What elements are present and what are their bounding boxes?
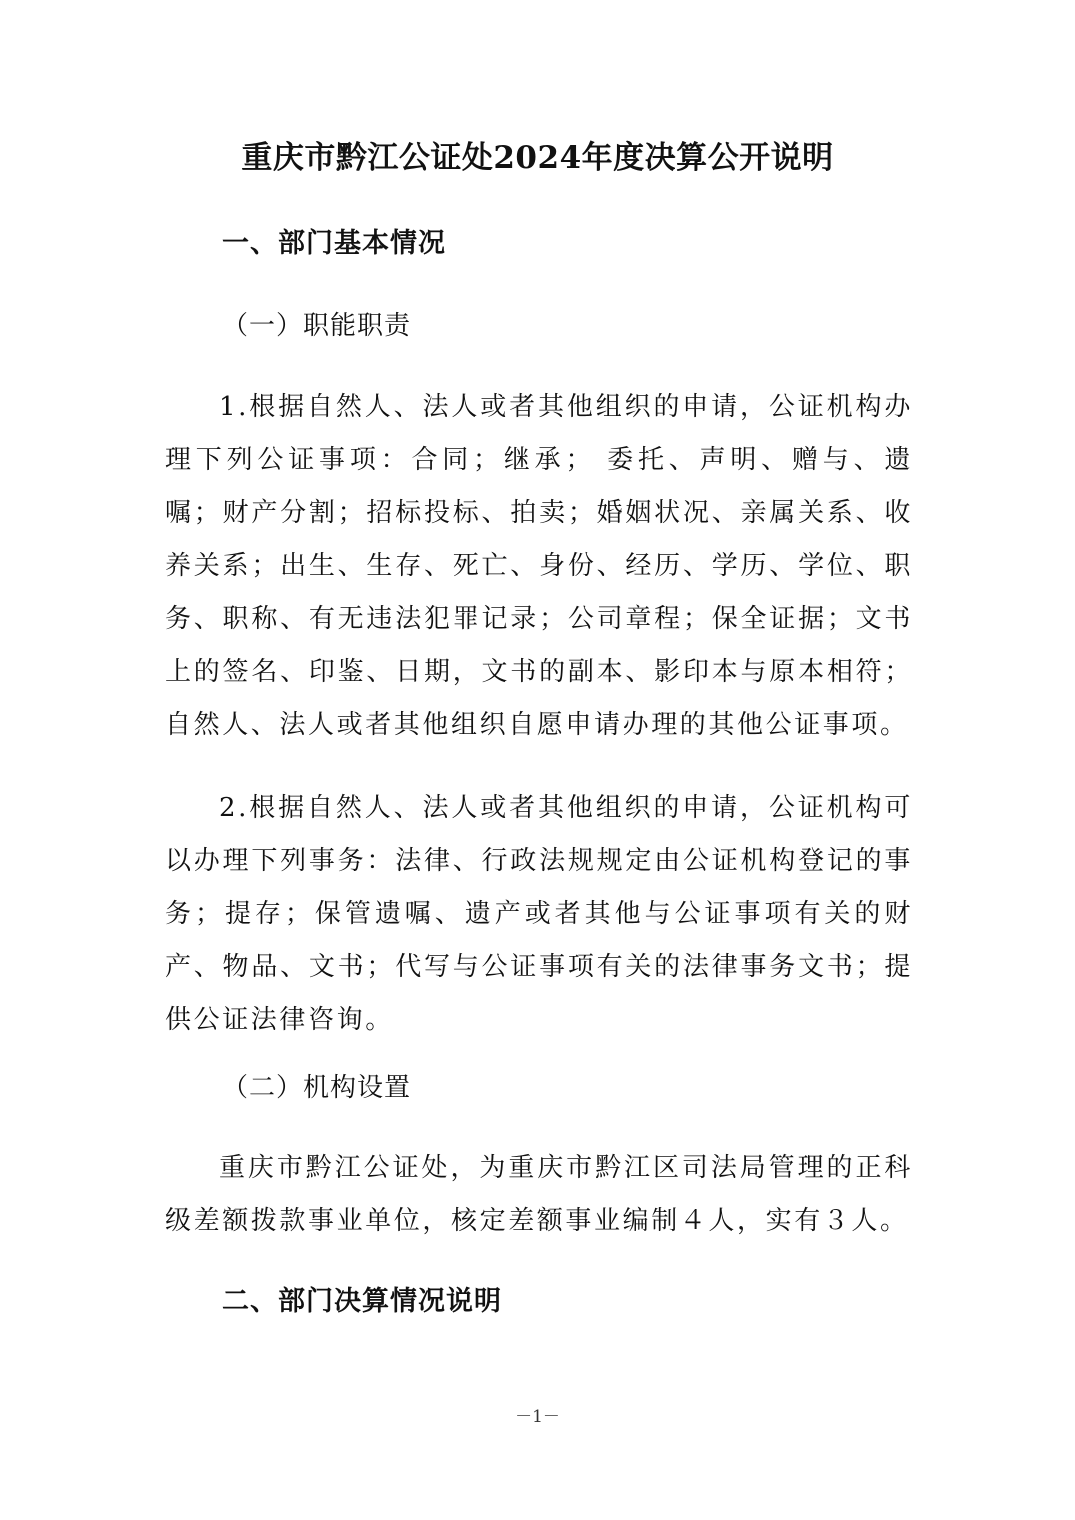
paragraph-functions-2: 2.根据自然人、法人或者其他组织的申请，公证机构可以办理下列事务：法律、行政法规规定由公证机构登记的事务；提存；保管遗嘱、遗产或者其他与公证事项有关的财产、物品、文书；代写与公证事项有关的法律事务文书；提供公证法律咨询。 [165, 793, 913, 1035]
section-heading-basic-info: 一、部门基本情况 [222, 228, 446, 259]
document-title: 重庆市黔江公证处2024年度决算公开说明 [241, 140, 834, 176]
subsection-heading-organization: （二）机构设置 [222, 1073, 412, 1103]
paragraph-organization: 重庆市黔江公证处，为重庆市黔江区司法局管理的正科级差额拨款事业单位，核定差额事业编制４人，实有３人。 [165, 1153, 913, 1236]
page-number: －1－ [515, 1407, 560, 1427]
paragraph-functions-1: 1.根据自然人、法人或者其他组织的申请，公证机构办理下列公证事项：合同；继承； 委托、声明、赠与、遗嘱；财产分割；招标投标、拍卖；婚姻状况、亲属关系、收养关系；出生、生存、死亡、身份、经历、学历、学位、职务、职称、有无违法犯罪记录；公司章程；保全证据；文书上的签名、印鉴、日期，文书的副本、影印本与原本相符；自然人、法人或者其他组织自愿申请办理的其他公证事项。 [165, 392, 913, 740]
section-heading-final-accounts: 二、部门决算情况说明 [222, 1286, 502, 1317]
subsection-heading-functions: （一）职能职责 [222, 311, 412, 341]
